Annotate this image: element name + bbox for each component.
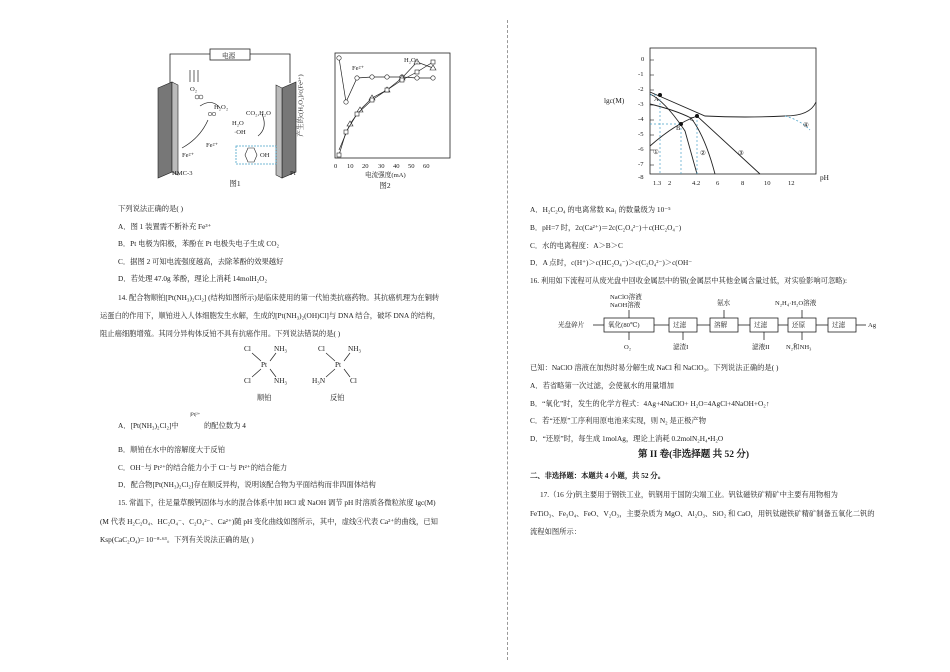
q14-option-d: D．配合物[Pt(NH₃)₂Cl₂]存在顺反异构，说明该配合物为平面结构而非四面体结构 [118, 480, 376, 489]
flow-product: Ag [868, 322, 877, 329]
q15-option-b: B．pH=7 时，2c(Ca²⁺)＝2c(C₂O₄²⁻)＋c(HC₂O₄⁻) [530, 223, 682, 232]
q15-stem-line2: (M 代表 H₂C₂O₄、HC₂O₄⁻、C₂O₄²⁻、Ca²⁺)随 pH 变化曲线如图所示，其中，虚线④代表 Ca²⁺的曲线，已知 [100, 517, 438, 526]
ph-graph-ylabel: lgc(M) [604, 96, 625, 105]
flow-step-dissolve: 溶解 [714, 322, 728, 329]
power-label: 电源 [222, 53, 236, 60]
q15-option-a: A．H₂C₂O₄ 的电离常数 Ka₁ 的数量级为 10⁻⁵ [530, 205, 671, 214]
atom-pt: Pt [335, 360, 342, 369]
ph-ytick: -7 [638, 161, 644, 168]
atom-nh3: NH₃ [274, 376, 288, 385]
atom-cl: Cl [244, 376, 251, 385]
q14-stem-line1: 14. 配合物顺铂[Pt(NH₃)₂Cl₂] (结构如图所示)是临床使用的第一代铂类抗癌药物。其抗癌机理为在铜转 [118, 293, 440, 302]
q17-line3: 流程如图所示： [530, 527, 582, 536]
ph-xtick: 6 [716, 180, 720, 187]
flow-reagent-hydrazine: N₂H₄·H₂O溶液 [775, 300, 817, 307]
q15-option-d: D．A 点时，c(H⁺)＞c(HC₂O₄⁻)＞c(C₂O₄²⁻)＞c(OH⁻ [530, 258, 693, 267]
atom-cl: Cl [318, 344, 325, 353]
ph-xtick: 1.3 [653, 180, 662, 187]
q14-option-a-tail: 的配位数为 4 [204, 421, 246, 430]
fig2-fe-series-label: Fe²⁺ [352, 65, 365, 72]
hmc-label: HMC-3 [172, 170, 193, 177]
pt-label: Pt [290, 170, 296, 177]
ph-xtick: 2 [668, 180, 672, 187]
ph-ytick: -8 [638, 174, 644, 181]
ph-ytick: -2 [638, 86, 644, 93]
q17-line2: FeTiO₃、Fe₃O₄、FeO、V₂O₃，主要杂质为 MgO、Al₂O₃、SiO₂ 和 CaO，用钒钛磁铁矿精矿制备五氧化二钒的 [530, 509, 875, 518]
co2-h2o-label: CO₂,H₂O [246, 110, 271, 117]
flow-reagent-ammonia: 氨水 [717, 300, 731, 307]
q13-option-a: A．图 1 装置需不断补充 Fe³⁺ [118, 222, 212, 231]
fig2-ylabel: 产生的c(H₂O₂)/c(Fe²⁺) [297, 74, 305, 137]
q14-stem-line2: 运蛋白的作用下，顺铂进入人体细胞发生水解，生成的[Pt(NH₃)₂(OH)Cl]与 DNA 结合，破坏 DNA 的结构， [100, 311, 440, 320]
phenol-oh-label: OH [260, 152, 270, 159]
figure-1-caption: 图1 [229, 179, 241, 188]
ph-graph [645, 46, 825, 186]
section-2-title: 第 II 卷(非选择题 共 52 分) [638, 450, 750, 460]
point-a-label: A [654, 96, 659, 103]
ph-graph-xlabel: pH [820, 173, 829, 182]
ph-ytick: -6 [638, 146, 644, 153]
cisplatin-label: 顺铂 [257, 393, 272, 402]
fig2-h2o2-series-label: H₂O₂ [404, 57, 419, 64]
q13-option-b: B．Pt 电极为阳极，苯酚在 Pt 电极失电子生成 CO₂ [118, 239, 280, 248]
flow-step-filter1: 过滤 [673, 322, 687, 329]
flow-reagent-naoh: NaOH溶液 [610, 302, 641, 309]
q14-option-a-sup: |Pt|²⁺ [190, 413, 201, 418]
ph-ytick: -3 [638, 101, 644, 108]
ph-xtick: 8 [741, 180, 745, 187]
o2-label: O₂ [190, 86, 198, 93]
curve-2-label: ② [700, 150, 706, 157]
q13-stem: 下列说法正确的是( ) [118, 204, 184, 213]
point-c-label: C [690, 116, 695, 123]
fig2-xtick: 40 [393, 163, 400, 170]
q15-stem-line1: 15. 常温下，往足量草酸钙固体与水的混合体系中加 HCl 或 NaOH 调节 pH 时溶质各微粒浓度 lgc(M) [118, 498, 436, 507]
ph-ytick: -5 [638, 131, 644, 138]
flow-step-filter3: 过滤 [832, 322, 846, 329]
fe2-label-a: Fe²⁺ [206, 142, 219, 149]
atom-cl: Cl [350, 376, 357, 385]
oh-radical-label: ·OH [234, 129, 246, 136]
flow-step-filter2: 过滤 [754, 322, 768, 329]
flow-out-gases: N₂和NH₃ [786, 344, 812, 351]
h2o-label: H₂O [232, 120, 244, 127]
point-b-label: B [676, 125, 681, 132]
q14-option-a: A．[Pt(NH₃)₂Cl₂]中 [118, 421, 179, 430]
ph-xtick: 4.2 [692, 180, 701, 187]
ph-ytick: -1 [638, 71, 644, 78]
figure-2-caption: 图2 [379, 181, 391, 190]
fig2-xtick: 50 [408, 163, 415, 170]
q16-option-a: A．若省略第一次过滤，会使氨水的用量增加 [530, 381, 674, 390]
fig2-xtick: 20 [362, 163, 369, 170]
flow-step-reduce: 还原 [792, 322, 806, 329]
atom-pt: Pt [261, 360, 268, 369]
section-2-subtitle: 二、非选择题：本题共 4 小题，共 52 分。 [530, 471, 665, 480]
q16-option-d: D．“还原”时，每生成 1molAg，理论上消耗 0.2molN₂H₄•H₂O [530, 434, 724, 443]
q16-note: 已知：NaClO 溶液在加热时易分解生成 NaCl 和 NaClO₃。下列说法正确的是( ) [530, 363, 779, 372]
ph-xtick: 12 [788, 180, 795, 187]
q14-stem-line3: 阻止癌细胞增殖。其同分异构体反铂不具有抗癌作用。下列说法错误的是( ) [100, 329, 341, 338]
fig2-xtick: 10 [347, 163, 354, 170]
flow-step-oxidize: 氧化(80℃) [608, 322, 640, 329]
flow-out-o2: O₂ [624, 344, 632, 351]
transplatin-label: 反铂 [330, 393, 345, 402]
flow-out-filtrate2: 滤液II [752, 344, 770, 351]
flow-input: 光盘碎片 [558, 322, 585, 329]
flow-reagent-naclo: NaClO溶液 [610, 294, 642, 301]
atom-nh3: NH₃ [274, 344, 288, 353]
fe2-label-b: Fe²⁺ [182, 152, 195, 159]
atom-nh3: NH₃ [348, 344, 362, 353]
q17-line1: 17.（16 分)钒主要用于钢铁工业，钒钢用于国防尖端工业。钒钛磁铁矿精矿中主要有用物相为 [540, 490, 838, 499]
q16-option-b: B．“氧化”时，发生的化学方程式：4Ag+4NaClO+ H₂O=4AgCl+4NaOH+O₂↑ [530, 399, 770, 408]
q13-option-c: C．据图 2 可知电流强度越高，去除苯酚的效果越好 [118, 257, 284, 266]
ph-ytick: -4 [638, 116, 644, 123]
curve-1-label: ① [653, 149, 659, 156]
h2o2-label: H₂O₂ [214, 104, 229, 111]
q13-option-d: D．若处理 47.0g 苯酚，理论上消耗 14molH₂O₂ [118, 274, 267, 283]
q14-option-b: B．顺铂在水中的溶解度大于反铂 [118, 445, 226, 454]
atom-cl: Cl [244, 344, 251, 353]
q14-option-c: C．OH⁻与 Pt²⁺的结合能力小于 Cl⁻与 Pt²⁺的结合能力 [118, 463, 288, 472]
curve-4-label: ④ [803, 122, 809, 129]
atom-h3n: H₃N [312, 376, 326, 385]
flow-out-residue1: 滤渣I [673, 344, 689, 351]
ph-ytick: 0 [641, 56, 645, 63]
q16-stem: 16. 利用如下流程可从废光盘中回收金属层中的银(金属层中其他金属含量过低，对实验影响可忽略): [530, 276, 848, 285]
ph-xtick: 10 [764, 180, 771, 187]
q15-stem-line3: Ksp(CaC₂O₄)= 10⁻⁸·⁶³。下列有关说法正确的是( ) [100, 535, 254, 544]
curve-3-label: ③ [738, 150, 744, 157]
q16-option-c: C．若“还原”工序利用原电池来实现，则 N₂ 是正极产物 [530, 416, 707, 425]
fig2-xtick: 30 [378, 163, 385, 170]
fig2-xlabel: 电流强度(mA) [365, 172, 406, 179]
fig2-xtick: 60 [423, 163, 430, 170]
q15-option-c: C．水的电离程度：A＞B＞C [530, 241, 623, 250]
fig2-xtick: 0 [334, 163, 338, 170]
